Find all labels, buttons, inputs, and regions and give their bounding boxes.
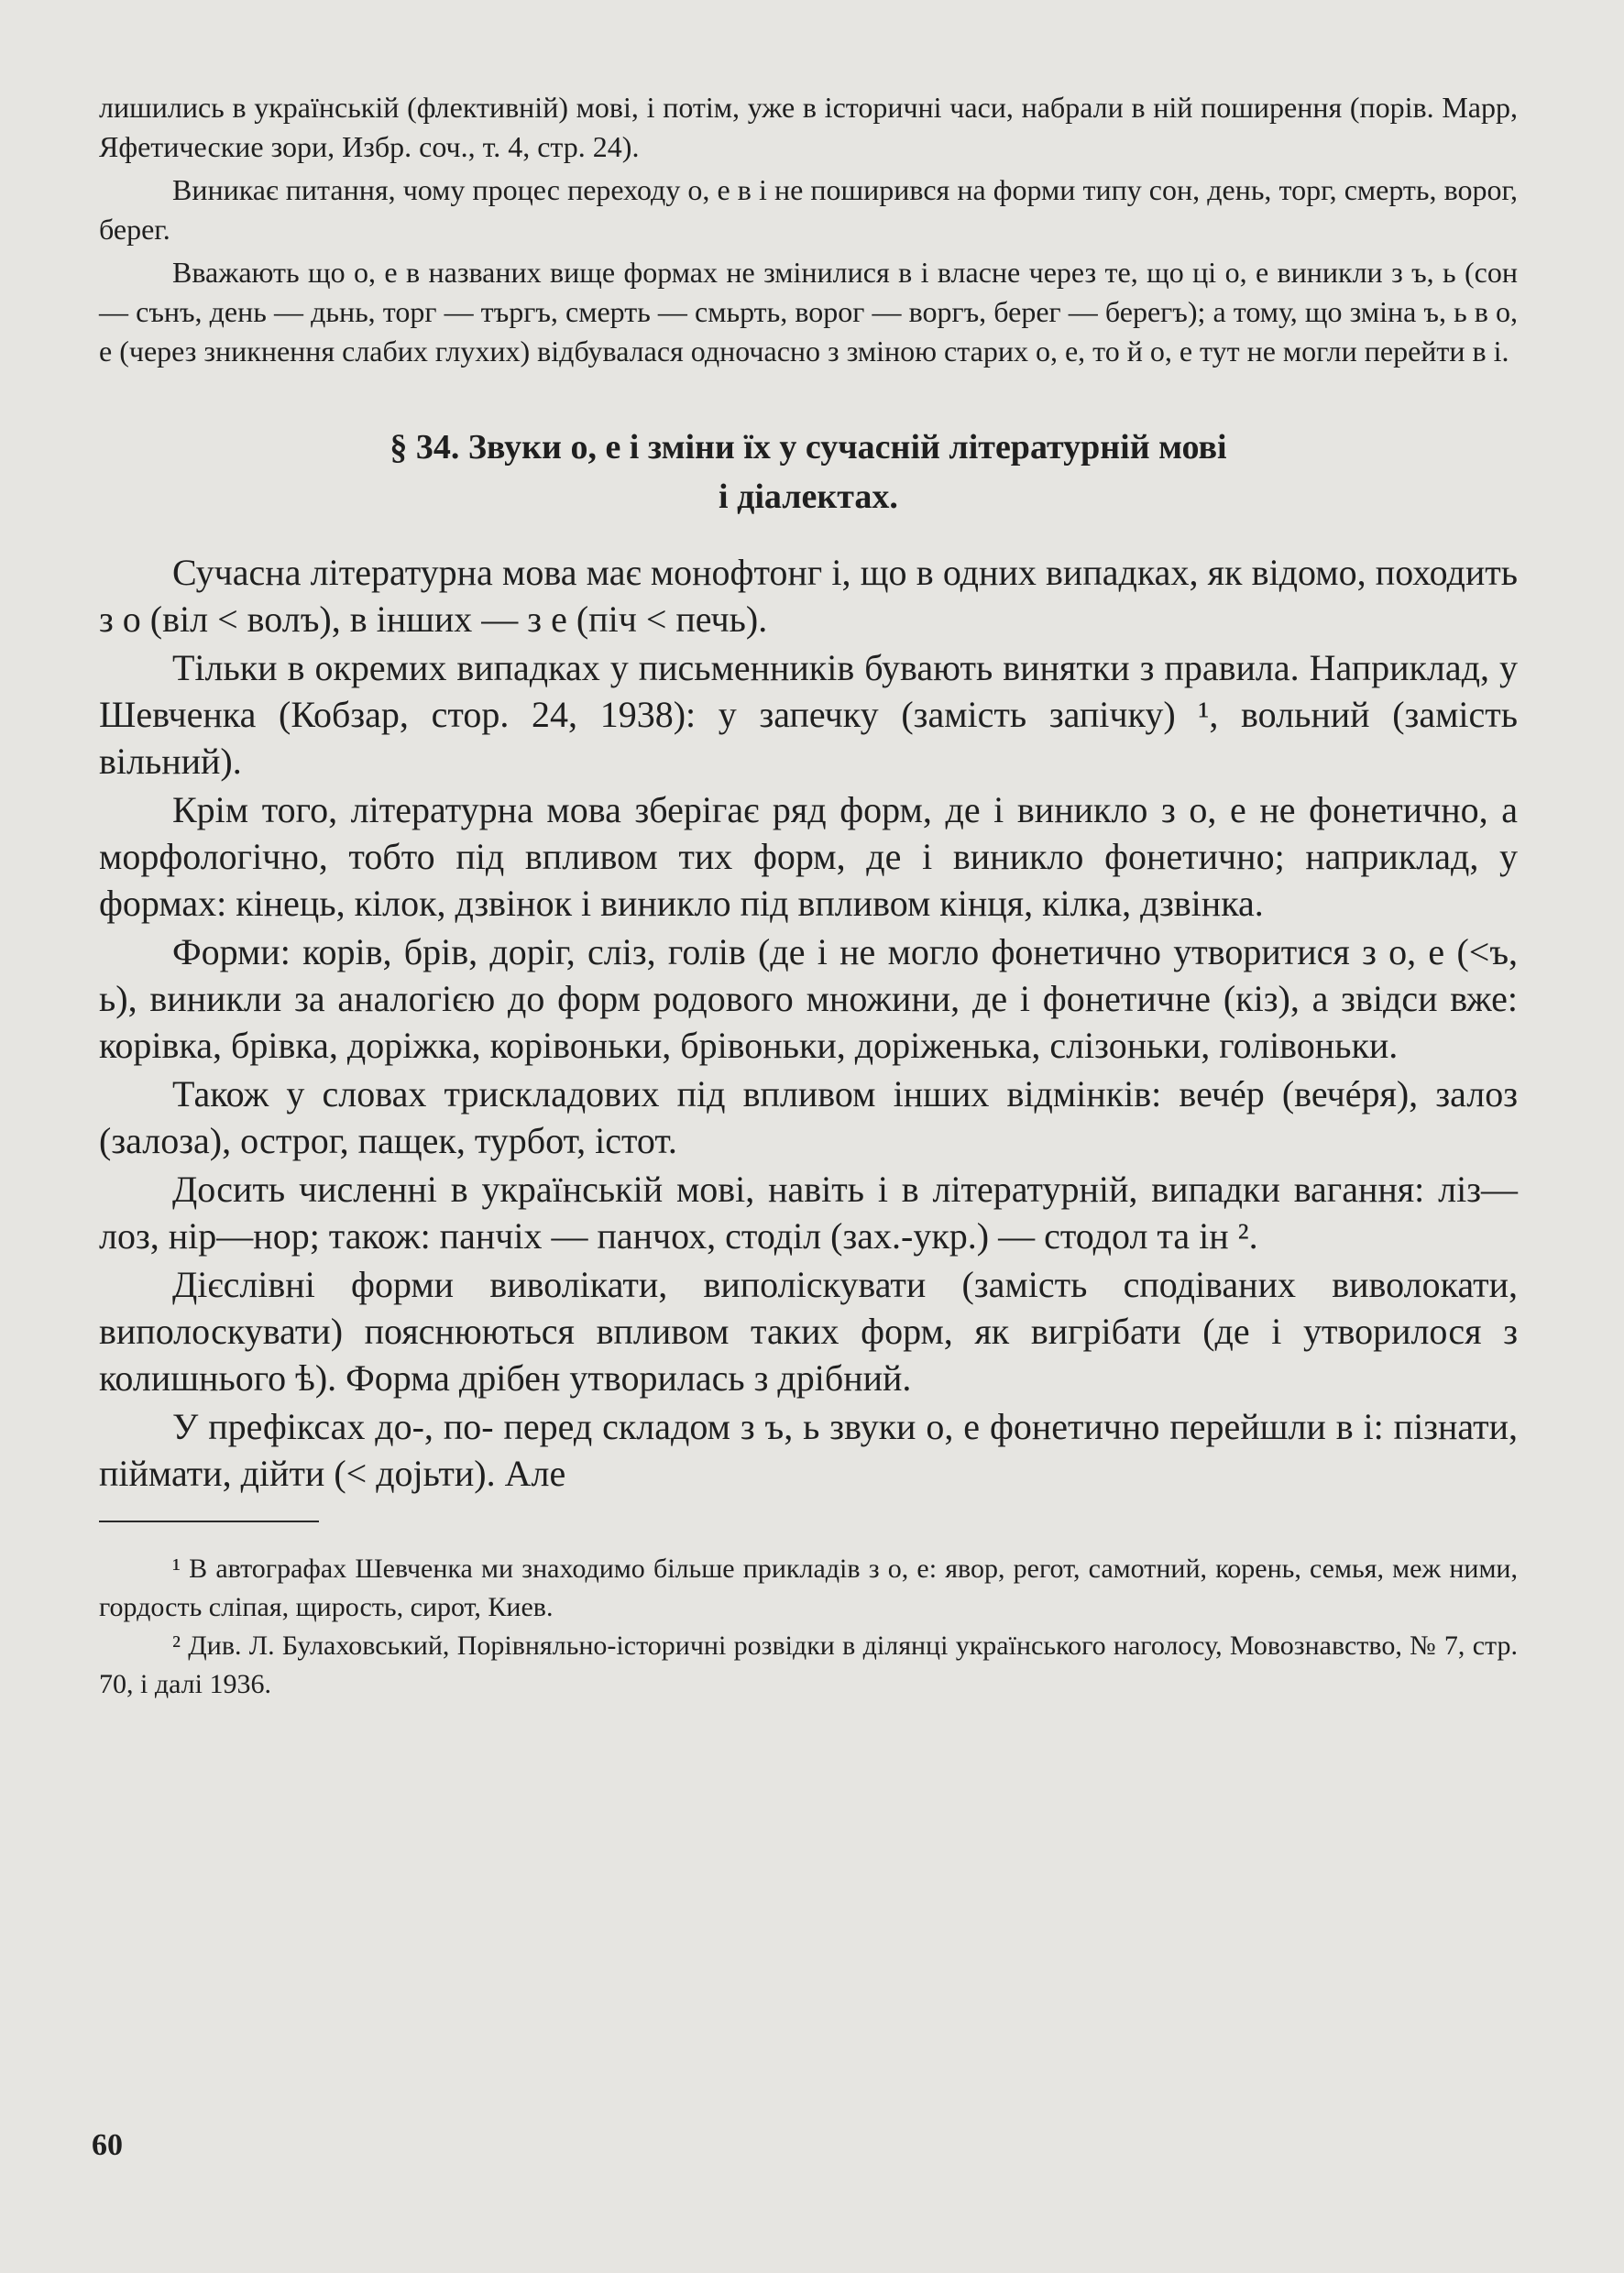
body-paragraph-8: У префіксах до-, по- перед складом з ъ, ь звуки о, е фонетично перейшли в і: пізнати, піймати, дійти (< дојьти). Але	[99, 1406, 1518, 1494]
top-paragraph-2: Виникає питання, чому процес переходу о, е в і не поширився на форми типу сон, день, торг, смерть, ворог, берег.	[99, 173, 1518, 246]
page-number: 60	[92, 2128, 123, 2162]
body-paragraph-4: Форми: корів, брів, доріг, сліз, голів (де і не могло фонетично утворитися з о, е (<ъ, ь), виникли за аналогією до форм родового множини, де і фонетичне (кіз), а звідси вже: корівка, брівка, доріжка, корівоньки, брівоньки, доріженька, слізоньки, голівоньки.	[99, 931, 1518, 1066]
page-content	[99, 88, 1518, 1704]
body-paragraph-1: Сучасна літературна мова має монофтонг і, що в одних випадках, як відомо, походить з о (віл < волъ), в інших — з е (піч < печь).	[99, 552, 1518, 640]
section-heading-line-1: § 34. Звуки о, е і зміни їх у сучасній літературній мові	[390, 428, 1227, 467]
top-paragraph-3: Вважають що о, е в названих вище формах не змінилися в і власне через те, що ці о, е виникли з ъ, ь (сон — сънъ, день — дьнь, торг — търгъ, смерть — смьрть, ворог — воргъ, берег — берегъ); а тому, що зміна ъ, ь в о, е (через зникнення слабих глухих) відбувалася одночасно з зміною старих о, е, то й о, е тут не могли перейти в і.	[99, 256, 1518, 368]
body-paragraph-5: Також у словах трискладових під впливом інших відмінків: вечéр (вечéря), залоз (залоза), острог, пащек, турбот, істот.	[99, 1073, 1518, 1161]
footnote-divider	[99, 1521, 319, 1522]
section-heading	[99, 423, 1518, 522]
top-paragraph-1: лишились в українській (флективній) мові, і потім, уже в історичні часи, набрали в ній поширення (порів. Марр, Яфетические зори, Избр. соч., т. 4, стр. 24).	[99, 91, 1518, 163]
body-paragraph-2: Тільки в окремих випадках у письменників бувають винятки з правила. Наприклад, у Шевченка (Кобзар, стор. 24, 1938): у запечку (замість запічку) ¹, вольний (замість вільний).	[99, 647, 1518, 782]
body-paragraph-3: Крім того, літературна мова зберігає ряд форм, де і виникло з о, е не фонетично, а морфологічно, тобто під впливом тих форм, де і виникло фонетично; наприклад, у формах: кінець, кілок, дзвінок і виникло під впливом кінця, кілка, дзвінка.	[99, 789, 1518, 924]
body-paragraph-7: Дієслівні форми виволікати, виполіскувати (замість сподіваних виволокати, виполоскувати) пояснюються впливом таких форм, як вигрібати (де і утворилося з колишнього ѣ). Форма дрібен утворилась з дрібний.	[99, 1264, 1518, 1399]
footnote-2: ² Див. Л. Булаховський, Порівняльно-історичні розвідки в ділянці українського наголосу, Мовознавство, № 7, стр. 70, і далі 1936.	[99, 1631, 1518, 1699]
body-paragraph-6: Досить численні в українській мові, навіть і в літературній, випадки вагання: ліз—лоз, нір—нор; також: панчіх — панчох, стоділ (зах.-укр.) — стодол та ін ².	[99, 1169, 1518, 1257]
section-heading-line-2: і діалектах.	[719, 478, 898, 516]
footnote-1: ¹ В автографах Шевченка ми знаходимо більше прикладів з о, е: явор, регот, самотний, корень, семья, меж ними, гордость сліпая, щирость, сирот, Киев.	[99, 1554, 1518, 1622]
